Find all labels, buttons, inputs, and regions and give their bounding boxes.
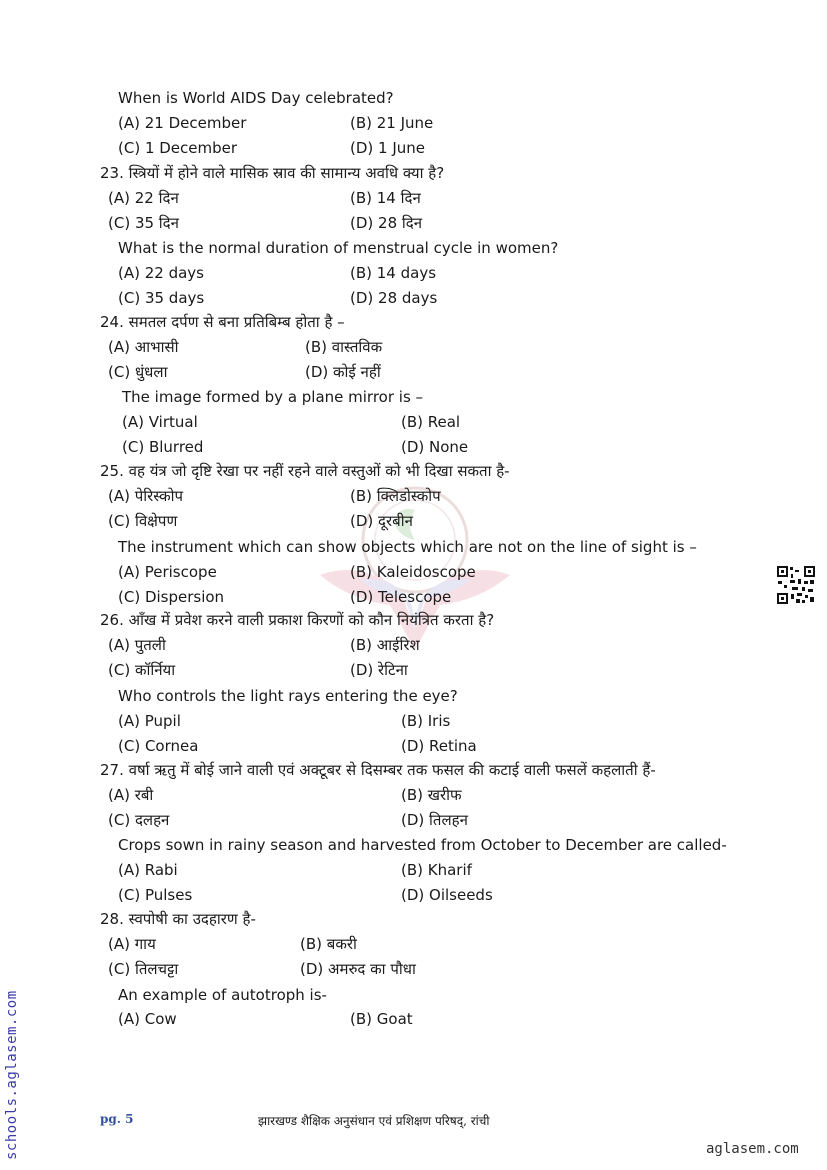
q24-option-a: (A) Virtual	[122, 413, 198, 431]
q26-hindi-option-c: (C) कॉर्निया	[108, 661, 176, 679]
council-footer: झारखण्ड शैक्षिक अनुसंधान एवं प्रशिक्षण परिषद्, रांची	[258, 1114, 490, 1128]
q27-hindi-option-d: (D) तिलहन	[401, 811, 468, 829]
q24-option-c: (C) Blurred	[122, 438, 204, 456]
q28-hindi-option-a: (A) गाय	[108, 935, 156, 953]
q28-hindi-option-d: (D) अमरुद का पौधा	[300, 960, 416, 978]
q23-hindi-option-b: (B) 14 दिन	[350, 189, 421, 207]
q26-option-b: (B) Iris	[401, 712, 451, 730]
q23-hindi-option-c: (C) 35 दिन	[108, 214, 179, 232]
q23-hindi-option-d: (D) 28 दिन	[350, 214, 423, 232]
q28-hindi-option-c: (C) तिलचट्टा	[108, 960, 179, 978]
q28-hindi-option-b: (B) बकरी	[300, 935, 357, 953]
q26-hindi-option-a: (A) पुतली	[108, 636, 166, 654]
q22-option-a: (A) 21 December	[118, 114, 247, 132]
q25-option-a: (A) Periscope	[118, 563, 217, 581]
q28-option-b: (B) Goat	[350, 1010, 413, 1028]
q24-hindi-option-d: (D) कोई नहीं	[305, 363, 381, 381]
q28-english-text: An example of autotroph is-	[118, 986, 327, 1004]
q23-english-text: What is the normal duration of menstrual cycle in women?	[118, 239, 559, 257]
q26-option-c: (C) Cornea	[118, 737, 199, 755]
q25-hindi-option-b: (B) क्लिडोस्कोप	[350, 487, 441, 505]
q27-hindi-option-c: (C) दलहन	[108, 811, 170, 829]
q26-hindi-option-b: (B) आईरिश	[350, 636, 420, 654]
q26-option-a: (A) Pupil	[118, 712, 181, 730]
q23-option-d: (D) 28 days	[350, 289, 438, 307]
q24-english-text: The image formed by a plane mirror is –	[122, 388, 424, 406]
q27-hindi-option-a: (A) रबी	[108, 786, 154, 804]
q23-option-b: (B) 14 days	[350, 264, 437, 282]
q28-hindi-text: 28. स्वपोषी का उदहारण है-	[100, 910, 256, 928]
q22-english-text: When is World AIDS Day celebrated?	[118, 89, 394, 107]
q23-hindi-option-a: (A) 22 दिन	[108, 189, 179, 207]
page-number: pg. 5	[100, 1112, 134, 1126]
q24-hindi-option-c: (C) धुंधला	[108, 363, 168, 381]
q26-option-d: (D) Retina	[401, 737, 477, 755]
q26-english-text: Who controls the light rays entering the eye?	[118, 687, 458, 705]
q26-hindi-text: 26. आँख में प्रवेश करने वाली प्रकाश किरणों को कौन नियंत्रित करता है?	[100, 611, 495, 629]
q25-english-text: The instrument which can show objects which are not on the line of sight is –	[118, 538, 697, 556]
q25-option-c: (C) Dispersion	[118, 588, 225, 606]
q25-option-b: (B) Kaleidoscope	[350, 563, 476, 581]
q27-option-b: (B) Kharif	[401, 861, 472, 879]
side-url-watermark: schools.aglasem.com	[4, 990, 20, 1160]
q23-hindi-text: 23. स्त्रियों में होने वाले मासिक स्राव की सामान्य अवधि क्या है?	[100, 164, 445, 182]
q25-hindi-option-c: (C) विक्षेपण	[108, 512, 178, 530]
q23-option-a: (A) 22 days	[118, 264, 204, 282]
qr-code-icon	[776, 565, 816, 605]
q24-hindi-option-a: (A) आभासी	[108, 338, 179, 356]
q24-option-d: (D) None	[401, 438, 469, 456]
q25-hindi-option-d: (D) दूरबीन	[350, 512, 413, 530]
q23-option-c: (C) 35 days	[118, 289, 205, 307]
q25-option-d: (D) Telescope	[350, 588, 452, 606]
q27-option-d: (D) Oilseeds	[401, 886, 493, 904]
q25-hindi-option-a: (A) पेरिस्कोप	[108, 487, 184, 505]
q27-option-c: (C) Pulses	[118, 886, 193, 904]
q22-option-c: (C) 1 December	[118, 139, 238, 157]
q28-option-a: (A) Cow	[118, 1010, 177, 1028]
q26-hindi-option-d: (D) रेटिना	[350, 661, 408, 679]
q27-option-a: (A) Rabi	[118, 861, 178, 879]
q27-hindi-text: 27. वर्षा ऋतु में बोई जाने वाली एवं अक्टूबर से दिसम्बर तक फसल की कटाई वाली फसलें कहलाती हैं-	[100, 761, 656, 779]
q24-option-b: (B) Real	[401, 413, 461, 431]
q24-hindi-text: 24. समतल दर्पण से बना प्रतिबिम्ब होता है –	[100, 313, 345, 331]
q25-hindi-text: 25. वह यंत्र जो दृष्टि रेखा पर नहीं रहने वाले वस्तुओं को भी दिखा सकता है-	[100, 462, 510, 480]
q24-hindi-option-b: (B) वास्तविक	[305, 338, 383, 356]
q22-option-b: (B) 21 June	[350, 114, 434, 132]
q22-option-d: (D) 1 June	[350, 139, 425, 157]
q27-hindi-option-b: (B) खरीफ	[401, 786, 462, 804]
site-watermark: aglasem.com	[706, 1141, 799, 1157]
q27-english-text: Crops sown in rainy season and harvested from October to December are called-	[118, 836, 727, 854]
